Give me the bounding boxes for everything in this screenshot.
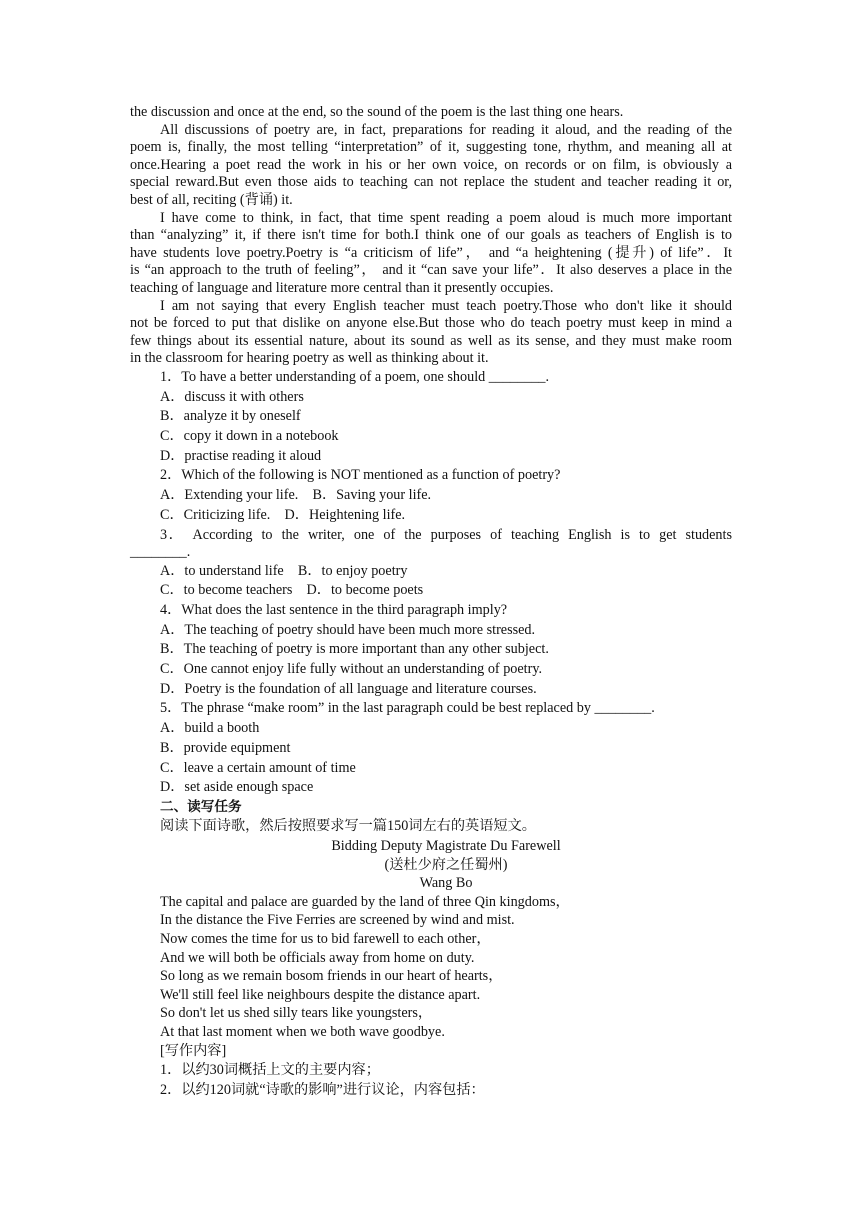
question-4-option-b: B．The teaching of poetry is more important than any other subject. [160,641,549,658]
question-4-option-d: D．Poetry is the foundation of all language and literature courses. [160,680,537,697]
poem-line: So long as we remain bosom friends in our heart of hearts， [160,968,503,985]
paragraph-line: best of all, reciting (背诵) it. [130,191,293,208]
paragraph-line: once.Hearing a poet read the work in his or her own voice, on records or on film, is obviously a [130,156,732,173]
poem-line: The capital and palace are guarded by the land of three Qin kingdoms， [160,893,570,910]
section-heading: 二、读写任务 [160,798,242,815]
question-4-option-c: C．One cannot enjoy life fully without an understanding of poetry. [160,661,543,678]
question-3-options-ab: A．to understand life B．to enjoy poetry [160,562,408,579]
question-5-option-c: C．leave a certain amount of time [160,759,356,776]
paragraph-line: is “an approach to the truth of feeling”， and it “can save your life”．It also deserves a place in the [130,262,732,279]
question-5-option-d: D．set aside enough space [160,779,314,796]
text-column [130,104,732,1100]
question-1-option-c: C．copy it down in a notebook [160,428,339,445]
paragraph-line: I have come to think, in fact, that time spent reading a poem aloud is much more important [160,209,732,226]
writing-content-label: [写作内容] [160,1042,227,1059]
question-3-blank: ________. [130,543,191,560]
paragraph-line: than “analyzing” it, if there isn't time for both.I think one of our goals as teachers of English is to [130,227,732,244]
paragraph-line: not be forced to put that dislike on anyone else.But those who do teach poetry must keep in mind a [130,315,732,332]
poem-line: We'll still feel like neighbours despite the distance apart. [160,986,481,1003]
poem-line: In the distance the Five Ferries are screened by wind and mist. [160,912,515,929]
poem-subtitle: (送杜少府之任蜀州) [384,856,508,873]
writing-content-item-2: 2．以约120词就“诗歌的影响”进行议论，内容包括： [160,1081,485,1098]
poem-body [130,893,732,1042]
paragraph-line: few things about its essential nature, about its sound as well as its sense, and they must make room [130,332,732,349]
question-3-options-cd: C．to become teachers D．to become poets [160,582,424,599]
poem-line: And we will both be officials away from home on duty. [160,949,475,966]
paragraph-line: teaching of language and literature more central than it presently occupies. [130,279,554,296]
passage-paragraph-0: the discussion and once at the end, so the sound of the poem is the last thing one hears. [130,104,624,120]
question-1-option-b: B．analyze it by oneself [160,408,301,425]
poem-title: Bidding Deputy Magistrate Du Farewell [331,837,561,854]
question-5-option-a: A．build a booth [160,720,260,737]
poem-author: Wang Bo [419,875,473,892]
passage-paragraph-3 [130,298,732,368]
paragraph-line: I am not saying that every English teacher must teach poetry.Those who don't like it should [160,297,732,314]
paragraph-line: have students love poetry.Poetry is “a criticism of life”， and “a heightening (提升) of life”．It [130,244,732,261]
question-4: 4．What does the last sentence in the third paragraph imply? [160,601,508,618]
question-5-option-b: B．provide equipment [160,739,291,756]
paragraph-line: All discussions of poetry are, in fact, preparations for reading it aloud, and the reading of the [160,121,732,138]
question-4-option-a: A．The teaching of poetry should have been much more stressed. [160,621,536,638]
question-2-options-cd: C．Criticizing life. D．Heightening life. [160,506,406,523]
passage-paragraph-1 [130,122,732,210]
question-5: 5．The phrase “make room” in the last paragraph could be best replaced by ________. [160,700,655,717]
writing-content-item-1: 1．以约30词概括上文的主要内容； [160,1062,380,1078]
writing-instruction: 阅读下面诗歌，然后按照要求写一篇150词左右的英语短文。 [160,818,536,835]
poem-line: So don't let us shed silly tears like youngsters， [160,1005,433,1022]
poem-line: At that last moment when we both wave goodbye. [160,1023,445,1040]
paragraph-line: in the classroom for hearing poetry as well as thinking about it. [130,350,489,367]
question-2-options-ab: A．Extending your life. B．Saving your life. [160,487,432,504]
poem-line: Now comes the time for us to bid farewell to each other， [160,930,491,947]
paragraph-line: poem is, finally, the most telling “interpretation” of it, suggesting tone, rhythm, and meaning all at [130,139,732,156]
question-1: 1．To have a better understanding of a poem, one should ________. [160,368,550,385]
question-2: 2．Which of the following is NOT mentioned as a function of poetry? [160,467,561,484]
paragraph-line: special reward.But even those aids to teaching can not replace the student and teacher reading it or, [130,174,732,191]
question-1-option-a: A．discuss it with others [160,388,304,405]
question-1-option-d: D．practise reading it aloud [160,447,322,464]
passage-paragraph-2 [130,210,732,298]
question-3: 3． According to the writer, one of the purposes of teaching English is to get students [160,526,732,543]
